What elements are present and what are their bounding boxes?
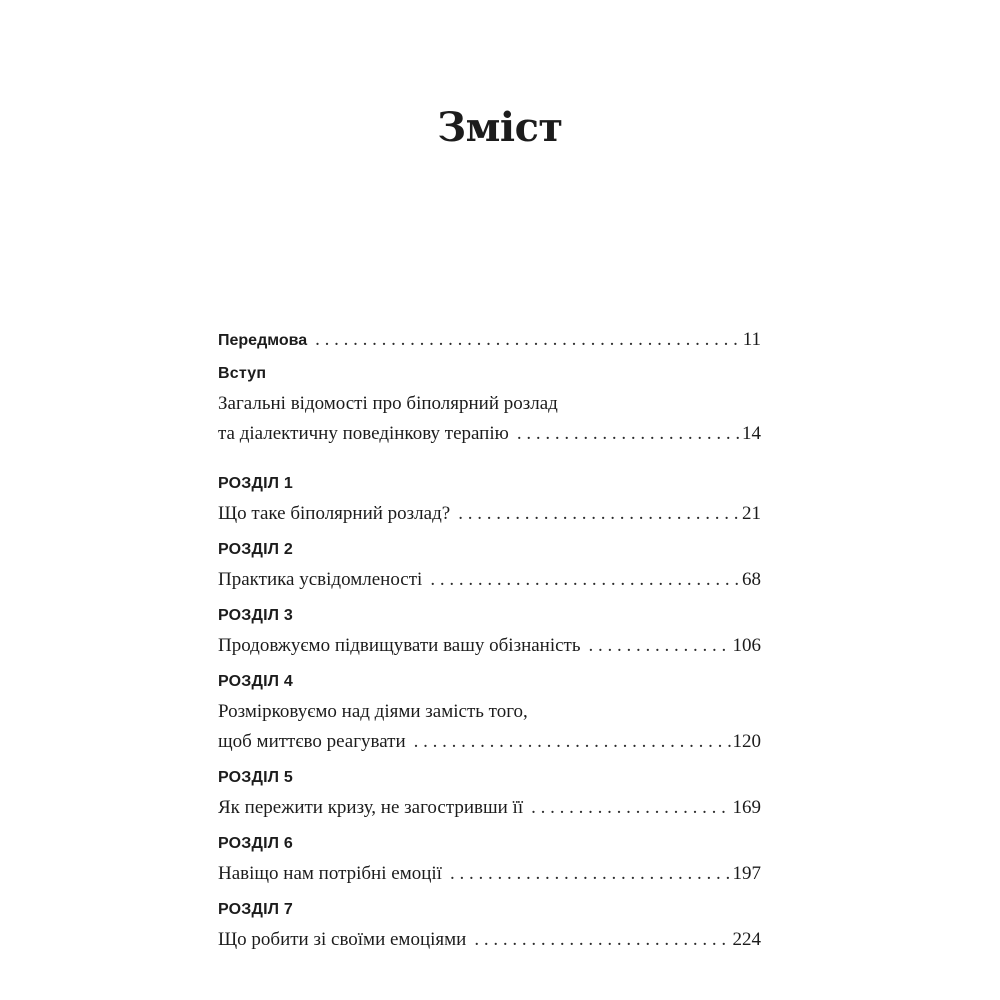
toc-page-number: 169 — [732, 797, 761, 818]
toc-entry-chapter-1 — [218, 469, 761, 529]
toc-entry-title: Як пережити кризу, не загостривши її — [218, 797, 524, 818]
toc-row — [218, 419, 761, 449]
toc-row — [218, 325, 761, 356]
toc-entry-chapter-4 — [218, 667, 761, 757]
leader-dots — [458, 499, 740, 529]
toc-page-number: 120 — [732, 731, 761, 752]
toc-entry-title: Що таке біполярний розлад? — [218, 503, 451, 524]
toc-entry-label: РОЗДІЛ 3 — [218, 607, 293, 624]
toc-row — [218, 793, 761, 823]
toc-row — [218, 859, 761, 889]
toc-entry-title: Практика усвідомленості — [218, 569, 423, 590]
toc-entry-preface — [218, 325, 761, 356]
toc-page-number: 68 — [742, 569, 761, 590]
leader-dots — [315, 325, 741, 355]
page-title: Зміст — [437, 104, 563, 151]
toc-entry-chapter-5 — [218, 763, 761, 823]
toc-entry-label: РОЗДІЛ 1 — [218, 475, 293, 492]
leader-dots — [450, 859, 731, 889]
leader-dots — [517, 419, 740, 449]
toc-entry-title: Що робити зі своїми емоціями — [218, 929, 467, 950]
toc-entry-chapter-6 — [218, 829, 761, 889]
toc-page-number: 11 — [742, 329, 761, 350]
toc-page-number: 21 — [742, 503, 761, 524]
toc-row — [218, 925, 761, 955]
table-of-contents — [218, 325, 761, 955]
toc-page-number: 224 — [732, 929, 761, 950]
leader-dots — [414, 727, 731, 757]
toc-row — [218, 631, 761, 661]
toc-entry-label: РОЗДІЛ 6 — [218, 835, 293, 852]
toc-entry-label: Вступ — [218, 365, 267, 382]
toc-entry-title-line: Розмірковуємо над діями замість того, — [218, 701, 528, 722]
leader-dots — [474, 925, 730, 955]
toc-entry-chapter-3 — [218, 601, 761, 661]
toc-entry-title-line: Загальні відомості про біполярний розлад — [218, 393, 558, 414]
leader-dots — [430, 565, 740, 595]
toc-page-number: 14 — [742, 423, 761, 444]
toc-entry-title: Передмова — [218, 332, 308, 349]
toc-entry-title: Продовжуємо підвищувати вашу обізнаність — [218, 635, 581, 656]
toc-entry-label: РОЗДІЛ 4 — [218, 673, 293, 690]
toc-entry-title: щоб миттєво реагувати — [218, 731, 406, 752]
leader-dots — [589, 631, 731, 661]
toc-entry-label: РОЗДІЛ 7 — [218, 901, 293, 918]
toc-row — [218, 565, 761, 595]
toc-entry-title: Навіщо нам потрібні емоції — [218, 863, 442, 884]
toc-entry-introduction — [218, 359, 761, 449]
toc-row — [218, 727, 761, 757]
toc-entry-label: РОЗДІЛ 2 — [218, 541, 293, 558]
toc-entry-chapter-2 — [218, 535, 761, 595]
toc-entry-chapter-7 — [218, 895, 761, 955]
toc-row — [218, 499, 761, 529]
leader-dots — [531, 793, 730, 823]
toc-entry-label: РОЗДІЛ 5 — [218, 769, 293, 786]
toc-page-number: 197 — [732, 863, 761, 884]
toc-entry-title: та діалектичну поведінкову терапію — [218, 423, 509, 444]
toc-page-number: 106 — [732, 635, 761, 656]
